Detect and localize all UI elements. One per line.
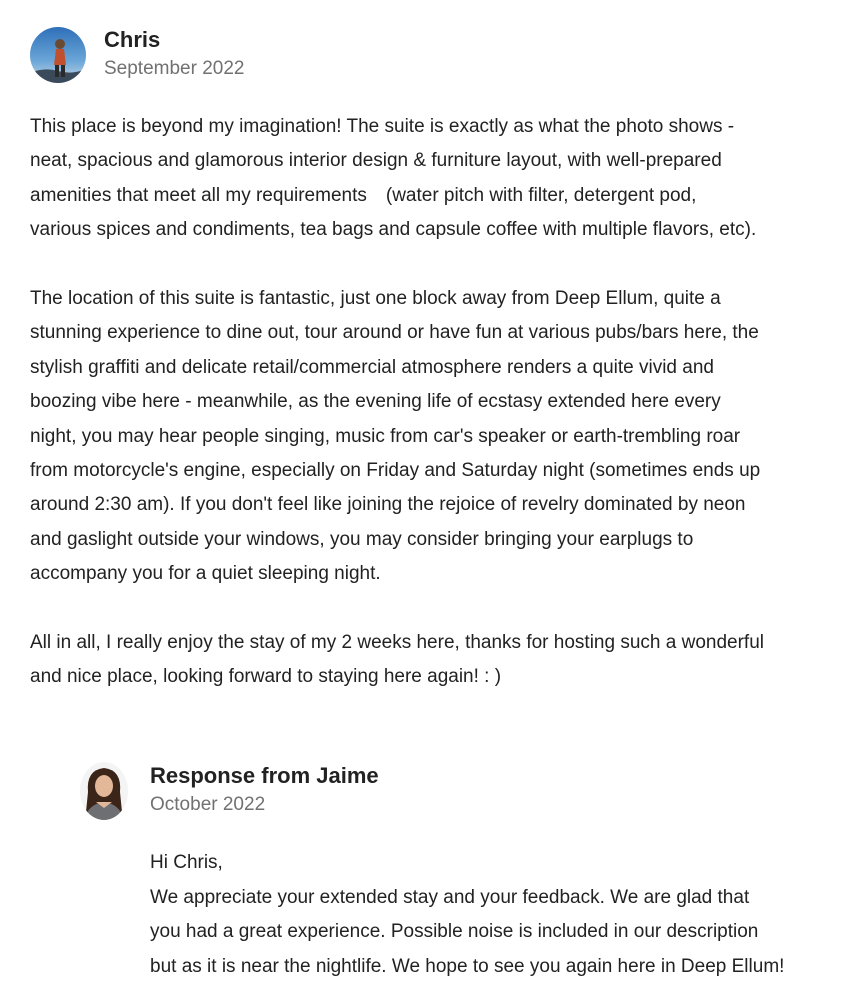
response-line: Hi Chris, (150, 852, 223, 873)
review-paragraph: This place is beyond my imagination! The suite is exactly as what the photo shows - neat, spacious and glamorous interior design & furniture layout, with well-prepared amenities that meet all my requirements (water pitch with filter, detergent pod, various spices and condiments, tea bags and capsule coffee with multiple flavors, etc). (30, 116, 757, 241)
review-paragraph: All in all, I really enjoy the stay of my 2 weeks here, thanks for hosting such a wonderful and nice place, looking forward to staying here again! : ) (30, 632, 764, 688)
reviewer-meta (104, 28, 245, 82)
review-paragraph: The location of this suite is fantastic, just one block away from Deep Ellum, quite a stunning experience to dine out, tour around or have fun at various pubs/bars here, the stylish graffiti and delicate retail/commercial atmosphere renders a quite vivid and boozing vibe here - meanwhile, as the evening life of ecstasy extended here every night, you may hear people singing, music from car's speaker or earth-trembling roar from motorcycle's engine, especially on Friday and Saturday night (sometimes ends up around 2:30 am). If you don't feel like joining the rejoice of revelry dominated by neon and gaslight outside your windows, you may consider bringing your earplugs to accompany you for a quiet sleeping night. (30, 288, 761, 585)
response-line: but as it is near the nightlife. We hope to see you again here in Deep Ellum! (150, 955, 785, 977)
review-card (30, 26, 845, 695)
response-body (150, 846, 850, 984)
review-date: September 2022 (104, 58, 245, 79)
reviewer-name[interactable]: Chris (104, 27, 161, 52)
reviewer-avatar[interactable] (30, 27, 86, 83)
response-line: We appreciate your extended stay and your feedback. We are glad that (150, 886, 750, 908)
response-date: October 2022 (150, 794, 266, 815)
review-body (30, 110, 845, 695)
host-avatar[interactable] (80, 762, 128, 820)
response-title: Response from Jaime (150, 763, 379, 788)
response-line: you had a great experience. Possible noise is included in our description (150, 921, 759, 943)
host-response (80, 762, 850, 984)
review-header (30, 26, 845, 84)
response-header (80, 762, 850, 824)
response-meta (150, 764, 379, 818)
